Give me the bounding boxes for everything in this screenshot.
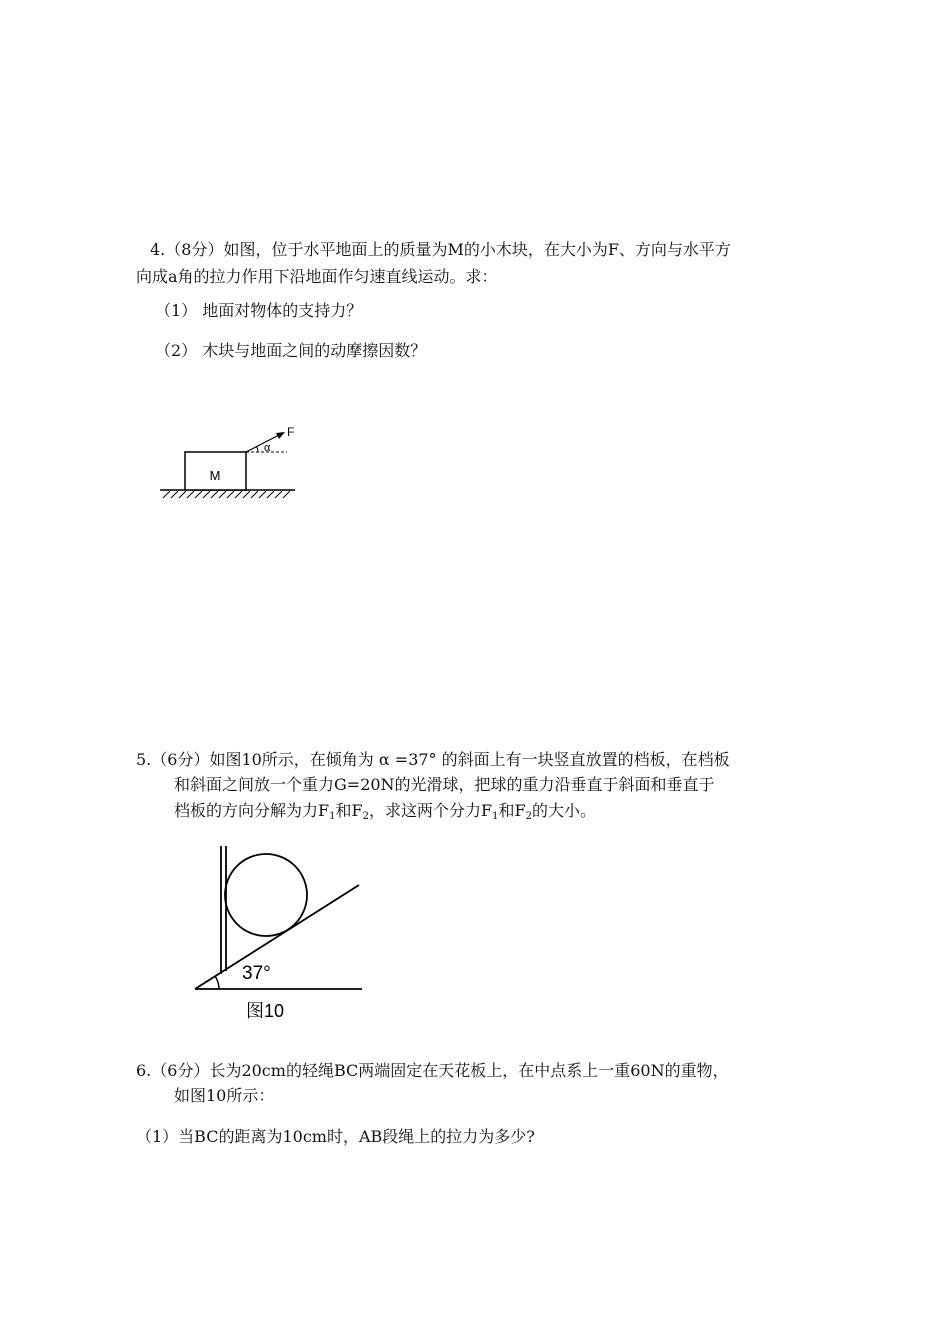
ground-hatching xyxy=(163,491,290,498)
q5-incline-ball-diagram xyxy=(190,840,370,1025)
block-label: M xyxy=(209,468,221,483)
q4-block-force-diagram xyxy=(155,420,305,500)
q4-line-1: 4.（8分）如图，位于水平地面上的质量为M的小木块，在大小为F、方向与水平方 xyxy=(150,240,731,259)
q6-line-1: 6.（6分）长为20cm的轻绳BC两端固定在天花板上，在中点系上一重60N的重物， xyxy=(136,1061,729,1080)
q5-line-3: 档板的方向分解为力$F_1$和$F_2$，求这两个分力$F_1$和$F_2$的大小。 xyxy=(174,801,596,822)
force-arrowhead xyxy=(276,432,285,439)
q5-line-2: 和斜面之间放一个重力G=20N的光滑球，把球的重力沿垂直于斜面和垂直于 xyxy=(174,775,715,794)
q4-subquestion-1: （1） 地面对物体的支持力？ xyxy=(155,301,363,320)
q6-line-2: 如图10所示： xyxy=(174,1086,275,1105)
figure-caption: 图10 xyxy=(246,1001,285,1021)
q6-subquestion-1: （1）当BC的距离为10cm时，AB段绳上的拉力为多少? xyxy=(136,1127,535,1146)
angle-arc xyxy=(215,976,219,989)
q4-line-2: 向成a角的拉力作用下沿地面作匀速直线运动。求： xyxy=(136,267,498,286)
angle-arc xyxy=(257,447,258,452)
incline-line xyxy=(195,885,359,989)
q4-subquestion-2: （2） 木块与地面之间的动摩擦因数？ xyxy=(155,341,427,360)
q5-line-1: 5.（6分）如图10所示，在倾角为 α =37° 的斜面上有一块竖直放置的档板，在档板 xyxy=(136,750,730,769)
angle-label: α xyxy=(264,442,271,454)
ball xyxy=(225,854,307,936)
angle-label: 37° xyxy=(242,963,271,984)
force-label: F xyxy=(287,425,295,439)
